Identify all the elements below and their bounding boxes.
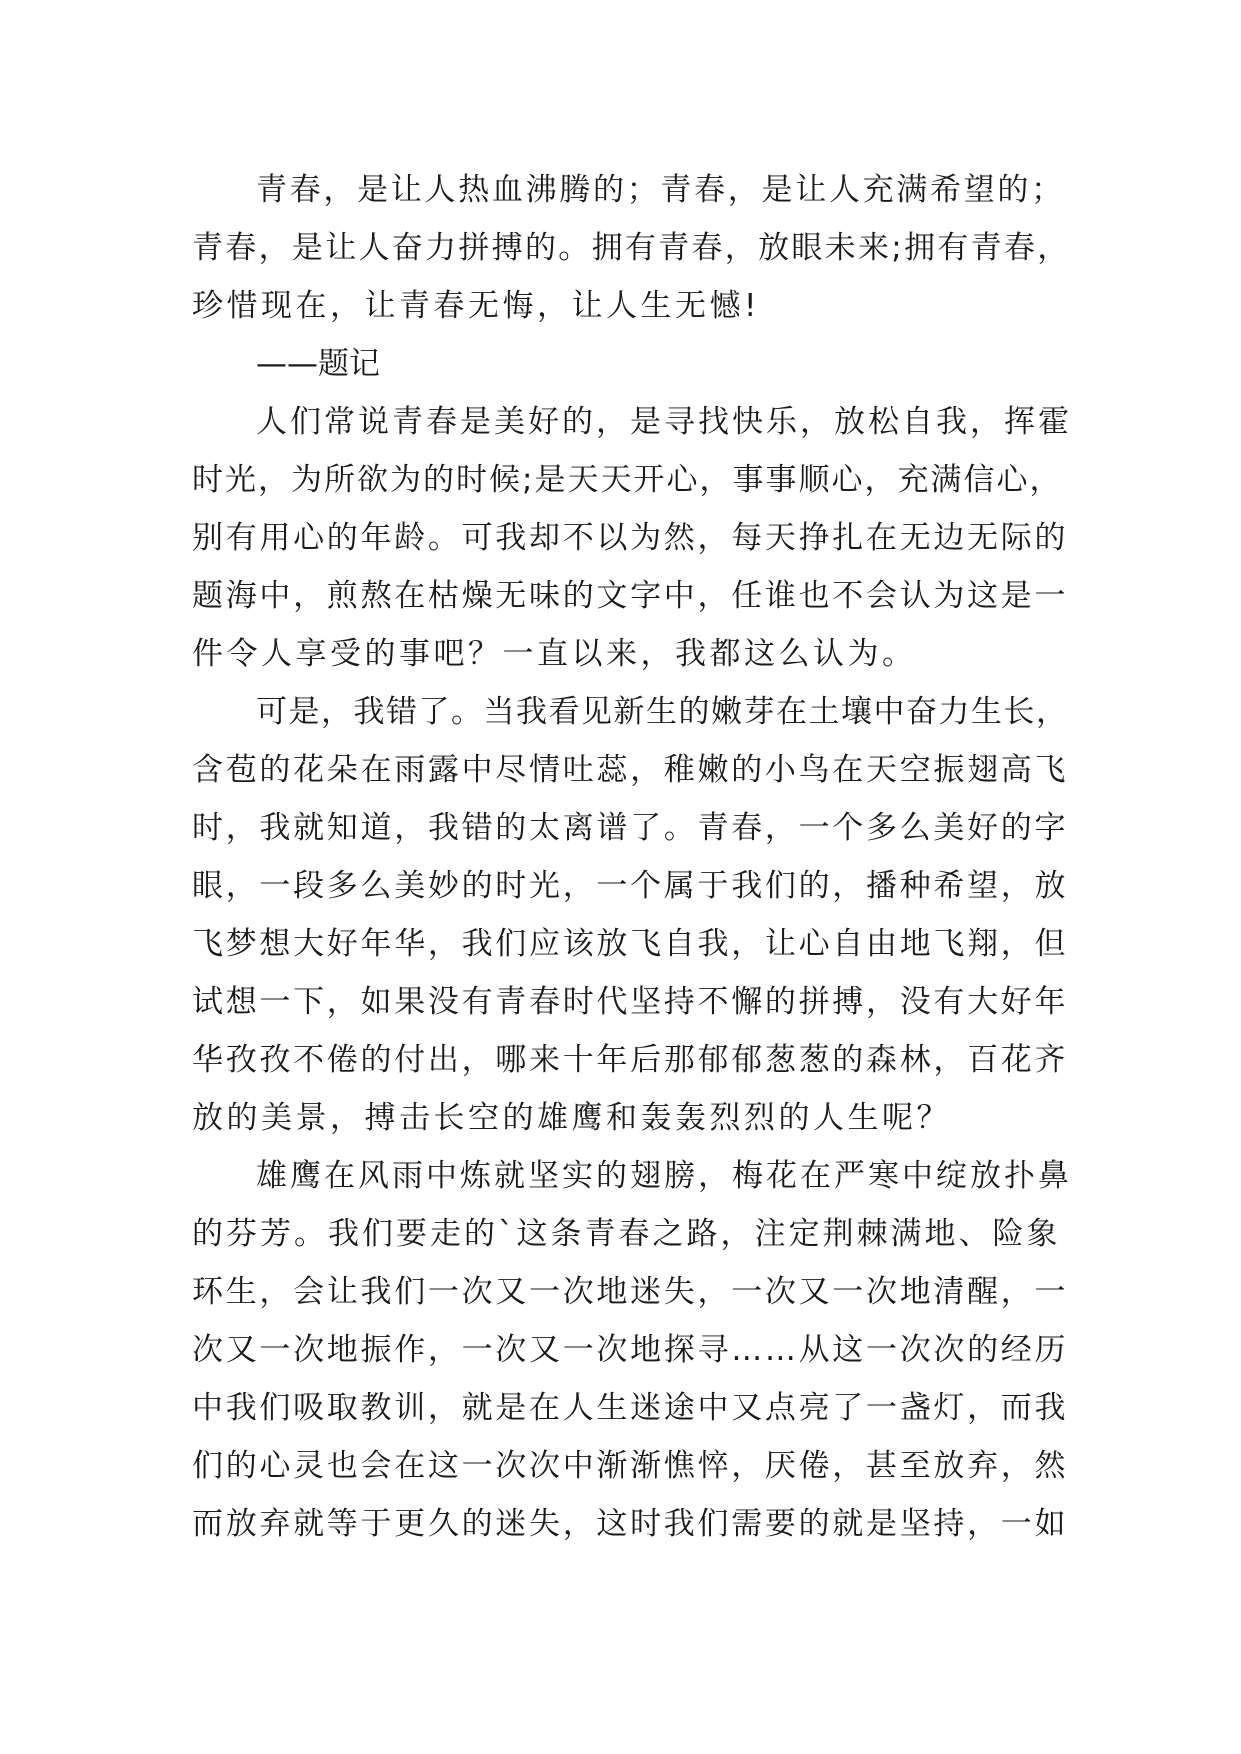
text-line: 们的心灵也会在这一次次中渐渐憔悴，厌倦，甚至放弃，然 — [192, 1448, 1069, 1484]
epigraph-attribution: ——题记 — [256, 346, 380, 382]
text-line: 中我们吸取教训，就是在人生迷途中又点亮了一盏灯，而我 — [192, 1390, 1069, 1426]
text-line: 次又一次地振作，一次又一次地探寻……从这一次次的经历 — [192, 1332, 1069, 1368]
text-line: 珍惜现在，让青春无悔，让人生无憾! — [192, 288, 760, 324]
text-line: 放的美景，搏击长空的雄鹰和轰轰烈烈的人生呢？ — [192, 1100, 951, 1136]
text-line: 飞梦想大好年华，我们应该放飞自我，让心自由地飞翔，但 — [192, 926, 1069, 962]
text-line: 雄鹰在风雨中炼就坚实的翅膀，梅花在严寒中绽放扑鼻 — [256, 1158, 1072, 1194]
text-line: 别有用心的年龄。可我却不以为然，每天挣扎在无边无际的 — [192, 520, 1069, 556]
text-line: 题海中，煎熬在枯燥无味的文字中，任谁也不会认为这是一 — [192, 578, 1069, 614]
text-line: 青春，是让人奋力拼搏的。拥有青春，放眼未来;拥有青春， — [192, 230, 1071, 266]
text-line: 时光，为所欲为的时候;是天天开心，事事顺心，充满信心， — [192, 462, 1063, 498]
text-line: 华孜孜不倦的付出，哪来十年后那郁郁葱葱的森林，百花齐 — [192, 1042, 1069, 1078]
text-line: 时，我就知道，我错的太离谱了。青春，一个多么美好的字 — [192, 810, 1069, 846]
text-line: 件令人享受的事吧？一直以来，我都这么认为。 — [192, 636, 917, 672]
text-line: 而放弃就等于更久的迷失，这时我们需要的就是坚持，一如 — [192, 1506, 1069, 1542]
text-line: 试想一下，如果没有青春时代坚持不懈的拼搏，没有大好年 — [192, 984, 1069, 1020]
text-line: 青春，是让人热血沸腾的；青春，是让人充满希望的； — [256, 172, 1065, 208]
text-line: 可是，我错了。当我看见新生的嫩芽在土壤中奋力生长， — [256, 694, 1069, 730]
text-line: 含苞的花朵在雨露中尽情吐蕊，稚嫩的小鸟在天空振翅高飞 — [192, 752, 1069, 788]
text-line: 的芬芳。我们要走的`这条青春之路，注定荆棘满地、险象 — [192, 1216, 1061, 1252]
text-line: 眼，一段多么美妙的时光，一个属于我们的，播种希望，放 — [192, 868, 1069, 904]
text-line: 人们常说青春是美好的，是寻找快乐，放松自我，挥霍 — [256, 404, 1072, 440]
text-line: 环生，会让我们一次又一次地迷失，一次又一次地清醒，一 — [192, 1274, 1069, 1310]
